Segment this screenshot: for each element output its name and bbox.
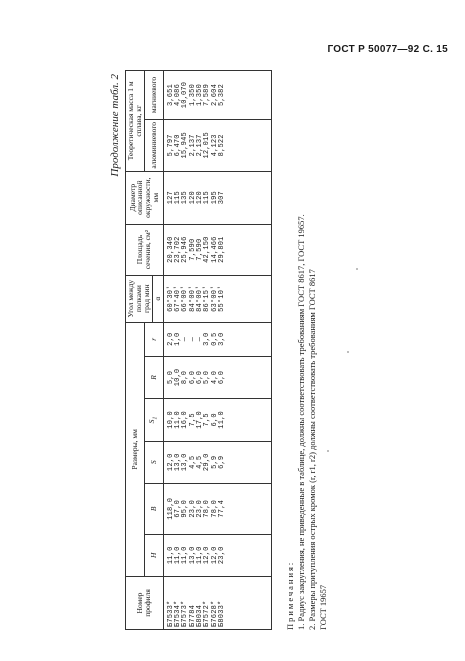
- cell-S: 12,0 13,0 13,0 4,5 4,5 29,0 5,9 6,9: [163, 441, 271, 483]
- col-profile-no: Номер профиля: [126, 577, 164, 630]
- rotated-table-block: [107, 70, 357, 630]
- col-dimensions-group: Размеры, мм: [126, 322, 145, 576]
- cell-diameter: 127 115 135 120 120 115 195 307: [163, 171, 271, 224]
- cell-r: 2,0 1,0 — — — 3,0 0,5 3,0: [163, 322, 271, 356]
- col-angle: Угол между полками град мин: [126, 275, 153, 322]
- cell-profile-no: Б7533* Б7534* Б7573* Б7784 Б8034 Б7572* Б7628* Б8033*: [163, 577, 271, 630]
- col-magnesium: магниевого: [144, 71, 163, 120]
- cell-aluminum: 5,797 6,470 15,945 2,137 2,137 12,015 4,123 8,522: [163, 120, 271, 172]
- scan-speck: [327, 450, 329, 452]
- cell-R: 5,0 10,0 8,0 6,0 6,0 5,0 4,0 6,0: [163, 356, 271, 398]
- notes-title: Примечания:: [285, 560, 295, 630]
- note-line-3: ГОСТ 19657: [318, 584, 329, 630]
- table-row: [163, 71, 271, 630]
- col-aluminum: алюминиевого: [144, 120, 163, 172]
- col-S: S: [144, 441, 163, 483]
- col-diameter: Диаметр описанной окружности, мм: [126, 171, 164, 224]
- table-continuation-label: Продолжение табл. 2: [109, 74, 121, 177]
- col-R: R: [144, 356, 163, 398]
- cell-S1: 10,0 11,0 16,0 7,5 17,0 7,5 6,0 11,0: [163, 399, 271, 441]
- col-area: Площадь сечения, см²: [126, 224, 164, 275]
- col-H: H: [144, 534, 163, 576]
- cell-area: 20,340 23,702 25,946 7,590 7,590 42,150 14,466 29,801: [163, 224, 271, 275]
- col-r: r: [144, 322, 163, 356]
- col-mass-group: Теоретическая масса 1 м сплава, кг: [126, 71, 145, 172]
- scan-speck: [356, 268, 358, 270]
- col-S1: [144, 399, 163, 441]
- col-alpha: α: [152, 275, 163, 322]
- scan-speck: [347, 351, 349, 353]
- table-notes: [285, 70, 329, 630]
- page-header: ГОСТ Р 50077—92 С. 15: [327, 44, 448, 55]
- col-B: B: [144, 483, 163, 534]
- note-line-1: 1. Радиус закругления, не приведенные в таблице, должны соответствовать требованиям ГОСТ 8617, ГОСТ 19657.: [296, 214, 307, 630]
- profiles-table: [125, 70, 272, 630]
- cell-magnesium: 3,651 4,086 10,070 1,350 1,350 7,589 2,604 5,382: [163, 71, 271, 120]
- cell-B: 118,0 67,0 95,0 23,0 23,0 78,0 78,0 77,4: [163, 483, 271, 534]
- note-line-2: 2. Размеры притупления острых кромок (r, r1, r2) должны соответствовать требованиям ГОСТ 8617: [307, 269, 318, 630]
- cell-H: 11,0 11,0 11,0 13,0 11,0 12,0 12,0 23,0: [163, 534, 271, 576]
- col-S1-label: S: [147, 419, 157, 424]
- cell-angle: 60°30' 67°40' 66°00' 84°00' 84°00' 86°15' 63°00' 55°10': [163, 275, 271, 322]
- col-S1-sub: 1: [151, 416, 159, 420]
